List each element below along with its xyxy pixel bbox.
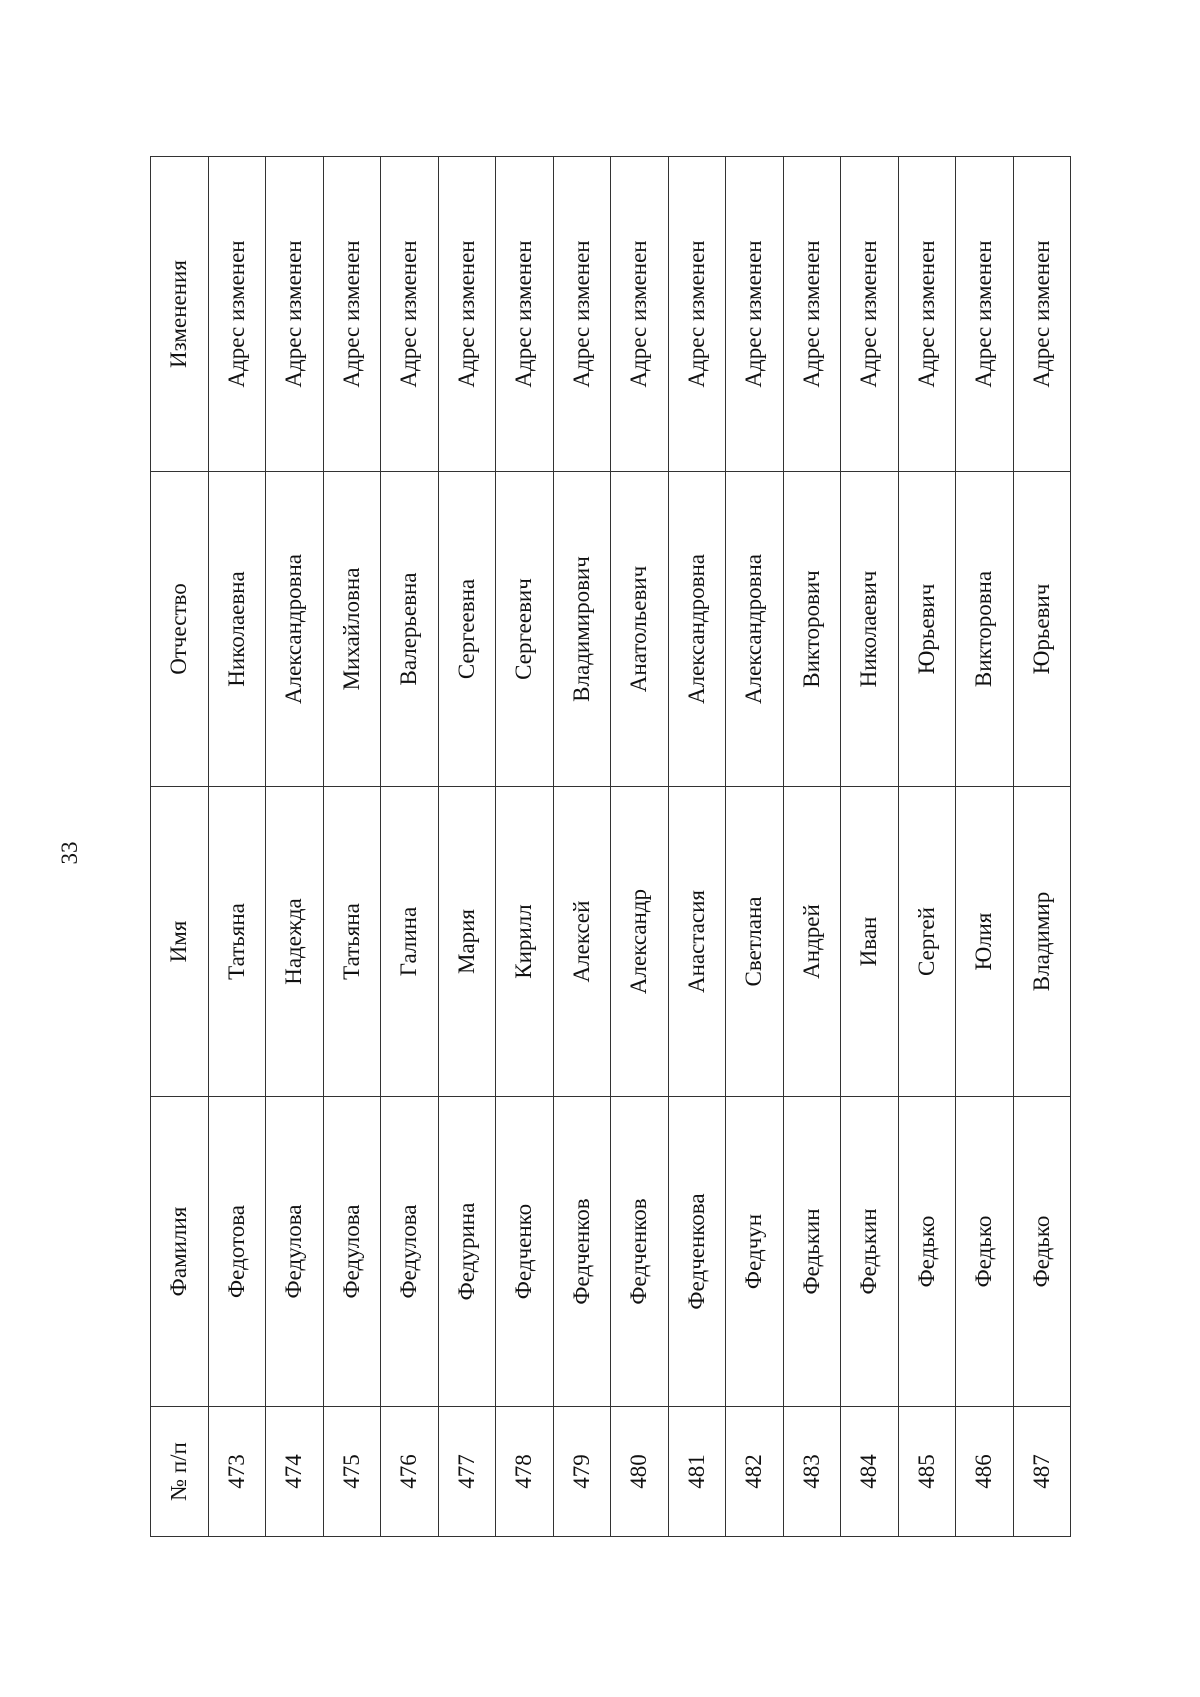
cell-surname: Федько bbox=[898, 1097, 956, 1407]
cell-num: 485 bbox=[898, 1407, 956, 1537]
cell-surname: Федотова bbox=[208, 1097, 266, 1407]
table-body bbox=[208, 157, 1071, 1537]
cell-changes: Адрес изменен bbox=[266, 157, 324, 472]
header-surname: Фамилия bbox=[151, 1097, 209, 1407]
cell-patronymic: Владимирович bbox=[553, 472, 611, 787]
cell-patronymic: Анатольевич bbox=[611, 472, 669, 787]
cell-surname: Федулова bbox=[381, 1097, 439, 1407]
cell-name: Надежда bbox=[266, 787, 324, 1097]
cell-num: 481 bbox=[668, 1407, 726, 1537]
cell-name: Татьяна bbox=[208, 787, 266, 1097]
cell-changes: Адрес изменен bbox=[726, 157, 784, 472]
cell-name: Мария bbox=[438, 787, 496, 1097]
cell-name: Юлия bbox=[956, 787, 1014, 1097]
table-row bbox=[438, 157, 496, 1537]
cell-surname: Федько bbox=[956, 1097, 1014, 1407]
cell-patronymic: Валерьевна bbox=[381, 472, 439, 787]
table-row bbox=[956, 157, 1014, 1537]
header-num: № п/п bbox=[151, 1407, 209, 1537]
cell-patronymic: Михайловна bbox=[323, 472, 381, 787]
table-row bbox=[323, 157, 381, 1537]
cell-changes: Адрес изменен bbox=[956, 157, 1014, 472]
cell-patronymic: Александровна bbox=[266, 472, 324, 787]
cell-num: 487 bbox=[1013, 1407, 1071, 1537]
cell-changes: Адрес изменен bbox=[611, 157, 669, 472]
cell-num: 479 bbox=[553, 1407, 611, 1537]
cell-name: Галина bbox=[381, 787, 439, 1097]
cell-patronymic: Николаевна bbox=[208, 472, 266, 787]
table-row bbox=[841, 157, 899, 1537]
cell-surname: Федченков bbox=[611, 1097, 669, 1407]
cell-patronymic: Александровна bbox=[726, 472, 784, 787]
cell-num: 474 bbox=[266, 1407, 324, 1537]
cell-num: 484 bbox=[841, 1407, 899, 1537]
cell-patronymic: Викторович bbox=[783, 472, 841, 787]
cell-changes: Адрес изменен bbox=[783, 157, 841, 472]
registry-table-wrapper bbox=[150, 157, 1070, 1537]
cell-num: 478 bbox=[496, 1407, 554, 1537]
cell-name: Светлана bbox=[726, 787, 784, 1097]
cell-surname: Федькин bbox=[783, 1097, 841, 1407]
cell-num: 473 bbox=[208, 1407, 266, 1537]
cell-surname: Федченков bbox=[553, 1097, 611, 1407]
cell-changes: Адрес изменен bbox=[668, 157, 726, 472]
table-row bbox=[783, 157, 841, 1537]
table-row bbox=[1013, 157, 1071, 1537]
table-row bbox=[381, 157, 439, 1537]
cell-changes: Адрес изменен bbox=[208, 157, 266, 472]
header-patronymic: Отчество bbox=[151, 472, 209, 787]
cell-changes: Адрес изменен bbox=[381, 157, 439, 472]
cell-patronymic: Александровна bbox=[668, 472, 726, 787]
cell-surname: Федурина bbox=[438, 1097, 496, 1407]
cell-changes: Адрес изменен bbox=[553, 157, 611, 472]
cell-changes: Адрес изменен bbox=[1013, 157, 1071, 472]
cell-name: Анастасия bbox=[668, 787, 726, 1097]
page-number: 33 bbox=[57, 841, 82, 865]
table-row bbox=[726, 157, 784, 1537]
table-row bbox=[611, 157, 669, 1537]
cell-name: Александр bbox=[611, 787, 669, 1097]
table-row bbox=[266, 157, 324, 1537]
cell-surname: Федчун bbox=[726, 1097, 784, 1407]
cell-name: Татьяна bbox=[323, 787, 381, 1097]
table-row bbox=[496, 157, 554, 1537]
cell-surname: Федько bbox=[1013, 1097, 1071, 1407]
cell-patronymic: Сергеевна bbox=[438, 472, 496, 787]
cell-num: 476 bbox=[381, 1407, 439, 1537]
cell-name: Владимир bbox=[1013, 787, 1071, 1097]
cell-changes: Адрес изменен bbox=[438, 157, 496, 472]
cell-num: 483 bbox=[783, 1407, 841, 1537]
cell-num: 475 bbox=[323, 1407, 381, 1537]
cell-changes: Адрес изменен bbox=[841, 157, 899, 472]
cell-name: Кирилл bbox=[496, 787, 554, 1097]
cell-patronymic: Юрьевич bbox=[898, 472, 956, 787]
cell-name: Андрей bbox=[783, 787, 841, 1097]
cell-name: Сергей bbox=[898, 787, 956, 1097]
cell-num: 486 bbox=[956, 1407, 1014, 1537]
cell-name: Иван bbox=[841, 787, 899, 1097]
cell-num: 477 bbox=[438, 1407, 496, 1537]
cell-patronymic: Николаевич bbox=[841, 472, 899, 787]
table-row bbox=[898, 157, 956, 1537]
table-row bbox=[668, 157, 726, 1537]
cell-patronymic: Юрьевич bbox=[1013, 472, 1071, 787]
table-row bbox=[553, 157, 611, 1537]
cell-name: Алексей bbox=[553, 787, 611, 1097]
header-name: Имя bbox=[151, 787, 209, 1097]
cell-surname: Федулова bbox=[323, 1097, 381, 1407]
header-row bbox=[151, 157, 209, 1537]
cell-num: 482 bbox=[726, 1407, 784, 1537]
header-changes: Изменения bbox=[151, 157, 209, 472]
cell-changes: Адрес изменен bbox=[496, 157, 554, 472]
cell-surname: Федулова bbox=[266, 1097, 324, 1407]
cell-surname: Федькин bbox=[841, 1097, 899, 1407]
cell-num: 480 bbox=[611, 1407, 669, 1537]
cell-patronymic: Викторовна bbox=[956, 472, 1014, 787]
cell-surname: Федченкова bbox=[668, 1097, 726, 1407]
table-row bbox=[208, 157, 266, 1537]
registry-table bbox=[150, 156, 1071, 1537]
cell-changes: Адрес изменен bbox=[323, 157, 381, 472]
cell-changes: Адрес изменен bbox=[898, 157, 956, 472]
cell-patronymic: Сергеевич bbox=[496, 472, 554, 787]
cell-surname: Федченко bbox=[496, 1097, 554, 1407]
